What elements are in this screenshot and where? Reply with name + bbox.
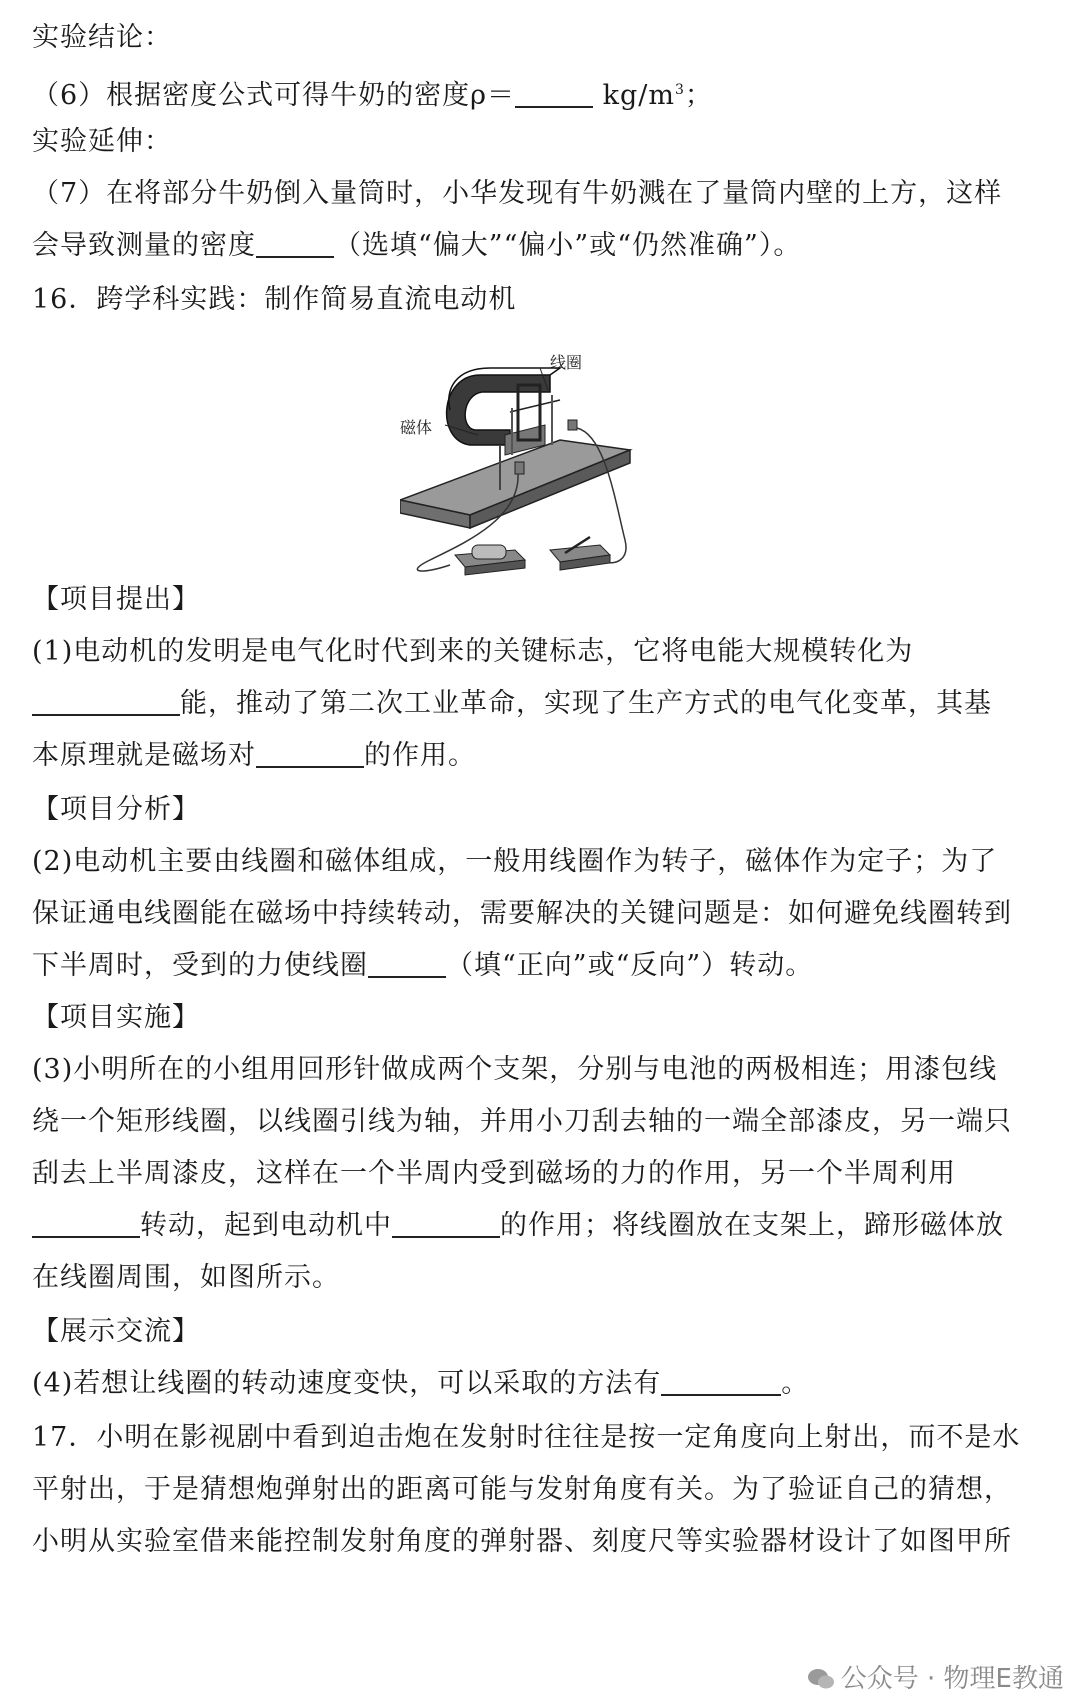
text-line: 平射出，于是猜想炮弹射出的距离可能与发射角度有关。为了验证自己的猜想，	[32, 1474, 1012, 1505]
question-16-4: (4)若想让线圈的转动速度变快，可以采取的方法有 。	[32, 1368, 810, 1399]
answer-blank[interactable]	[661, 1366, 781, 1396]
wechat-icon	[807, 1668, 835, 1690]
answer-blank[interactable]	[515, 78, 593, 108]
battery	[472, 545, 506, 559]
text-line: 转动，起到电动机中 的作用；将线圈放在支架上，蹄形磁体放	[32, 1206, 1004, 1246]
answer-blank[interactable]	[32, 686, 180, 716]
terminal-right	[568, 420, 577, 430]
section-heading: 【项目分析】	[32, 794, 200, 825]
text-line: 会导致测量的密度 （选填“偏大”“偏小”或“仍然准确”）。	[32, 230, 802, 261]
coil-label: 线圈	[550, 353, 583, 372]
text-line: 在线圈周围，如图所示。	[32, 1262, 340, 1293]
answer-blank[interactable]	[368, 948, 446, 978]
text-line: 保证通电线圈能在磁场中持续转动，需要解决的关键问题是：如何避免线圈转到	[32, 898, 1012, 929]
magnet-label: 磁体	[400, 418, 433, 437]
question-6: （6）根据密度公式可得牛奶的密度$\rho= kg/m^3$；	[32, 80, 713, 111]
question-16-3: (3)小明所在的小组用回形针做成两个支架，分别与电池的两极相连；用漆包线	[32, 1054, 998, 1085]
section-heading: 【项目实施】	[32, 1002, 200, 1033]
motor-figure	[400, 350, 685, 615]
answer-blank[interactable]	[392, 1208, 500, 1238]
text-line: 下半周时，受到的力使线圈 （填“正向”或“反向”）转动。	[32, 950, 814, 981]
text-line: 能，推动了第二次工业革命，实现了生产方式的电气化变革，其基	[32, 684, 992, 724]
watermark: 公众号 · 物理E教通	[807, 1658, 1064, 1695]
text-line: 实验延伸：	[32, 126, 172, 157]
question-16-title: 16．跨学科实践：制作简易直流电动机	[32, 284, 517, 315]
text-line: 本原理就是磁场对 的作用。	[32, 740, 476, 771]
section-heading: 【项目提出】	[32, 584, 200, 615]
text-line: 刮去上半周漆皮，这样在一个半周内受到磁场的力的作用，另一个半周利用	[32, 1158, 956, 1189]
answer-blank[interactable]	[32, 1208, 140, 1238]
terminal-left	[515, 462, 524, 474]
question-17: 17．小明在影视剧中看到迫击炮在发射时往往是按一定角度向上射出，而不是水	[32, 1422, 1021, 1453]
section-heading: 【展示交流】	[32, 1316, 200, 1347]
answer-blank[interactable]	[256, 738, 364, 768]
text-line: 小明从实验室借来能控制发射角度的弹射器、刻度尺等实验器材设计了如图甲所	[32, 1526, 1012, 1557]
question-16-1: (1)电动机的发明是电气化时代到来的关键标志，它将电能大规模转化为	[32, 636, 914, 667]
text-line: 绕一个矩形线圈，以线圈引线为轴，并用小刀刮去轴的一端全部漆皮，另一端只	[32, 1106, 1012, 1137]
question-16-2: (2)电动机主要由线圈和磁体组成，一般用线圈作为转子，磁体作为定子；为了	[32, 846, 998, 877]
text-line: 实验结论：	[32, 22, 172, 53]
answer-blank[interactable]	[256, 228, 334, 258]
question-7: （7）在将部分牛奶倒入量筒时，小华发现有牛奶溅在了量筒内壁的上方，这样	[32, 178, 1003, 209]
